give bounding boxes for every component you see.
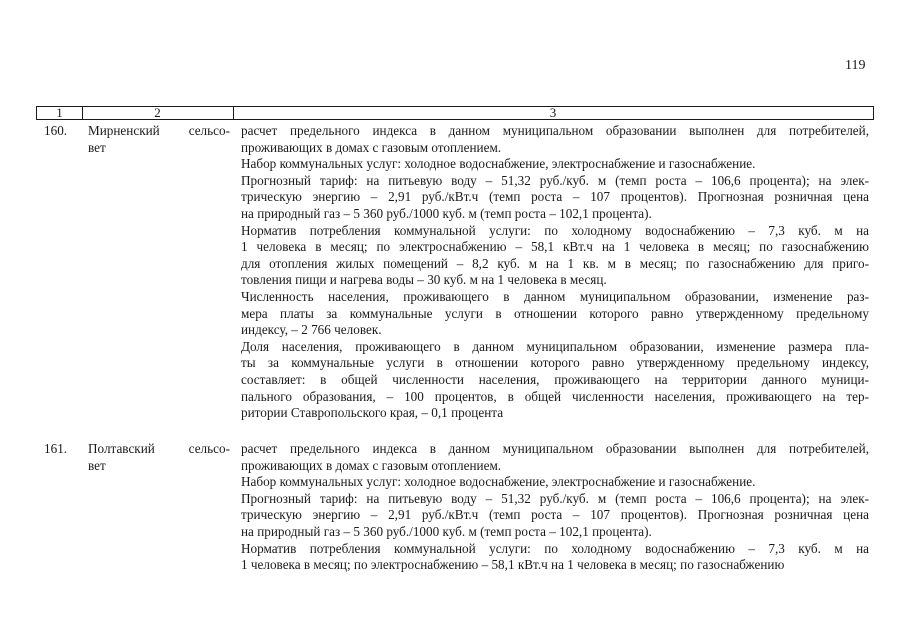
- description-paragraph: [241, 173, 869, 223]
- description-line: для отопления жилых помещений – 8,2 куб. м на 1 кв. м в месяц; по газоснабжению для приго-: [241, 255, 869, 271]
- description-line: ритории Ставропольского края, – 0,1 процента: [241, 405, 504, 421]
- description-line: трическую энергию – 2,91 руб./кВт.ч (темп роста – 107 процентов). Прогнозная розничная цена: [241, 189, 869, 205]
- municipality-name-line: Полтавский сельсо-: [88, 441, 230, 456]
- description-line: ты за коммунальные услуги в отношении которого равно утвержденному предельному индексу,: [241, 355, 869, 371]
- description-paragraph: [241, 339, 869, 422]
- row-number: 161.: [44, 441, 68, 456]
- description-line: Прогнозный тариф: на питьевую воду – 51,32 руб./куб. м (темп роста – 106,6 процента); на элек-: [241, 490, 869, 506]
- page-number: 119: [845, 58, 866, 73]
- description-paragraph: [241, 474, 869, 491]
- municipality-name-line: Мирненский сельсо-: [88, 123, 230, 138]
- description-paragraph: [241, 289, 869, 339]
- description-paragraph: [241, 223, 869, 289]
- description-line: проживающих в домах с газовым отоплением.: [241, 139, 502, 155]
- description-line: Набор коммунальных услуг: холодное водоснабжение, электроснабжение и газоснабжение.: [241, 156, 756, 172]
- description-line: расчет предельного индекса в данном муниципальном образовании выполнен для потребителей,: [241, 123, 869, 138]
- header-col-3: 3: [549, 105, 557, 120]
- description-line: проживающих в домах с газовым отоплением.: [241, 457, 502, 473]
- description-line: на природный газ – 5 360 руб./1000 куб. м (темп роста – 102,1 процента).: [241, 205, 652, 221]
- municipality-name-line: вет: [88, 457, 106, 473]
- description-line: Доля населения, проживающего в данном муниципальном образовании, изменение размера пла-: [241, 338, 869, 354]
- description-line: расчет предельного индекса в данном муниципальном образовании выполнен для потребителей,: [241, 441, 869, 456]
- description-paragraph: [241, 491, 869, 541]
- description-line: Прогнозный тариф: на питьевую воду – 51,32 руб./куб. м (темп роста – 106,6 процента); на элек-: [241, 172, 869, 188]
- description-line: мера платы за коммунальные услуги в отношении которого равно утвержденному предельному: [241, 305, 869, 321]
- municipality-name: [88, 441, 230, 474]
- row-description: [241, 441, 869, 574]
- description-line: Набор коммунальных услуг: холодное водоснабжение, электроснабжение и газоснабжение.: [241, 474, 756, 490]
- table-header-row: [36, 106, 874, 120]
- description-line: 1 человека в месяц; по электроснабжению – 58,1 кВт.ч на 1 человека в месяц; по газоснабжению: [241, 239, 869, 255]
- description-paragraph: [241, 441, 869, 474]
- description-line: 1 человека в месяц; по электроснабжению – 58,1 кВт.ч на 1 человека в месяц; по газоснабжению: [241, 557, 785, 573]
- municipality-name-line: вет: [88, 139, 106, 155]
- description-line: индексу, – 2 766 человек.: [241, 322, 382, 338]
- row-description: [241, 123, 869, 422]
- description-paragraph: [241, 123, 869, 156]
- description-line: Численность населения, проживающего в данном муниципальном образовании, изменение раз-: [241, 288, 869, 304]
- description-line: Норматив потребления коммунальной услуги: по холодному водоснабжению – 7,3 куб. м на: [241, 540, 869, 556]
- description-line: на природный газ – 5 360 руб./1000 куб. м (темп роста – 102,1 процента).: [241, 523, 652, 539]
- row-number: 160.: [44, 123, 68, 138]
- description-line: трическую энергию – 2,91 руб./кВт.ч (темп роста – 107 процентов). Прогнозная розничная цена: [241, 507, 869, 523]
- description-paragraph: [241, 156, 869, 173]
- description-paragraph: [241, 541, 869, 574]
- municipality-name: [88, 123, 230, 156]
- header-col-1: 1: [37, 107, 83, 119]
- description-line: товления пищи и нагрева воды – 30 куб. м на 1 человека в месяц.: [241, 272, 607, 288]
- header-col-2: 2: [82, 107, 234, 119]
- description-line: Норматив потребления коммунальной услуги: по холодному водоснабжению – 7,3 куб. м на: [241, 222, 869, 238]
- description-line: составляет: в общей численности населения, проживающего на территории данного муници-: [241, 371, 869, 387]
- description-line: пального образования, – 100 процентов, в общей численности населения, проживающего на тер-: [241, 388, 869, 404]
